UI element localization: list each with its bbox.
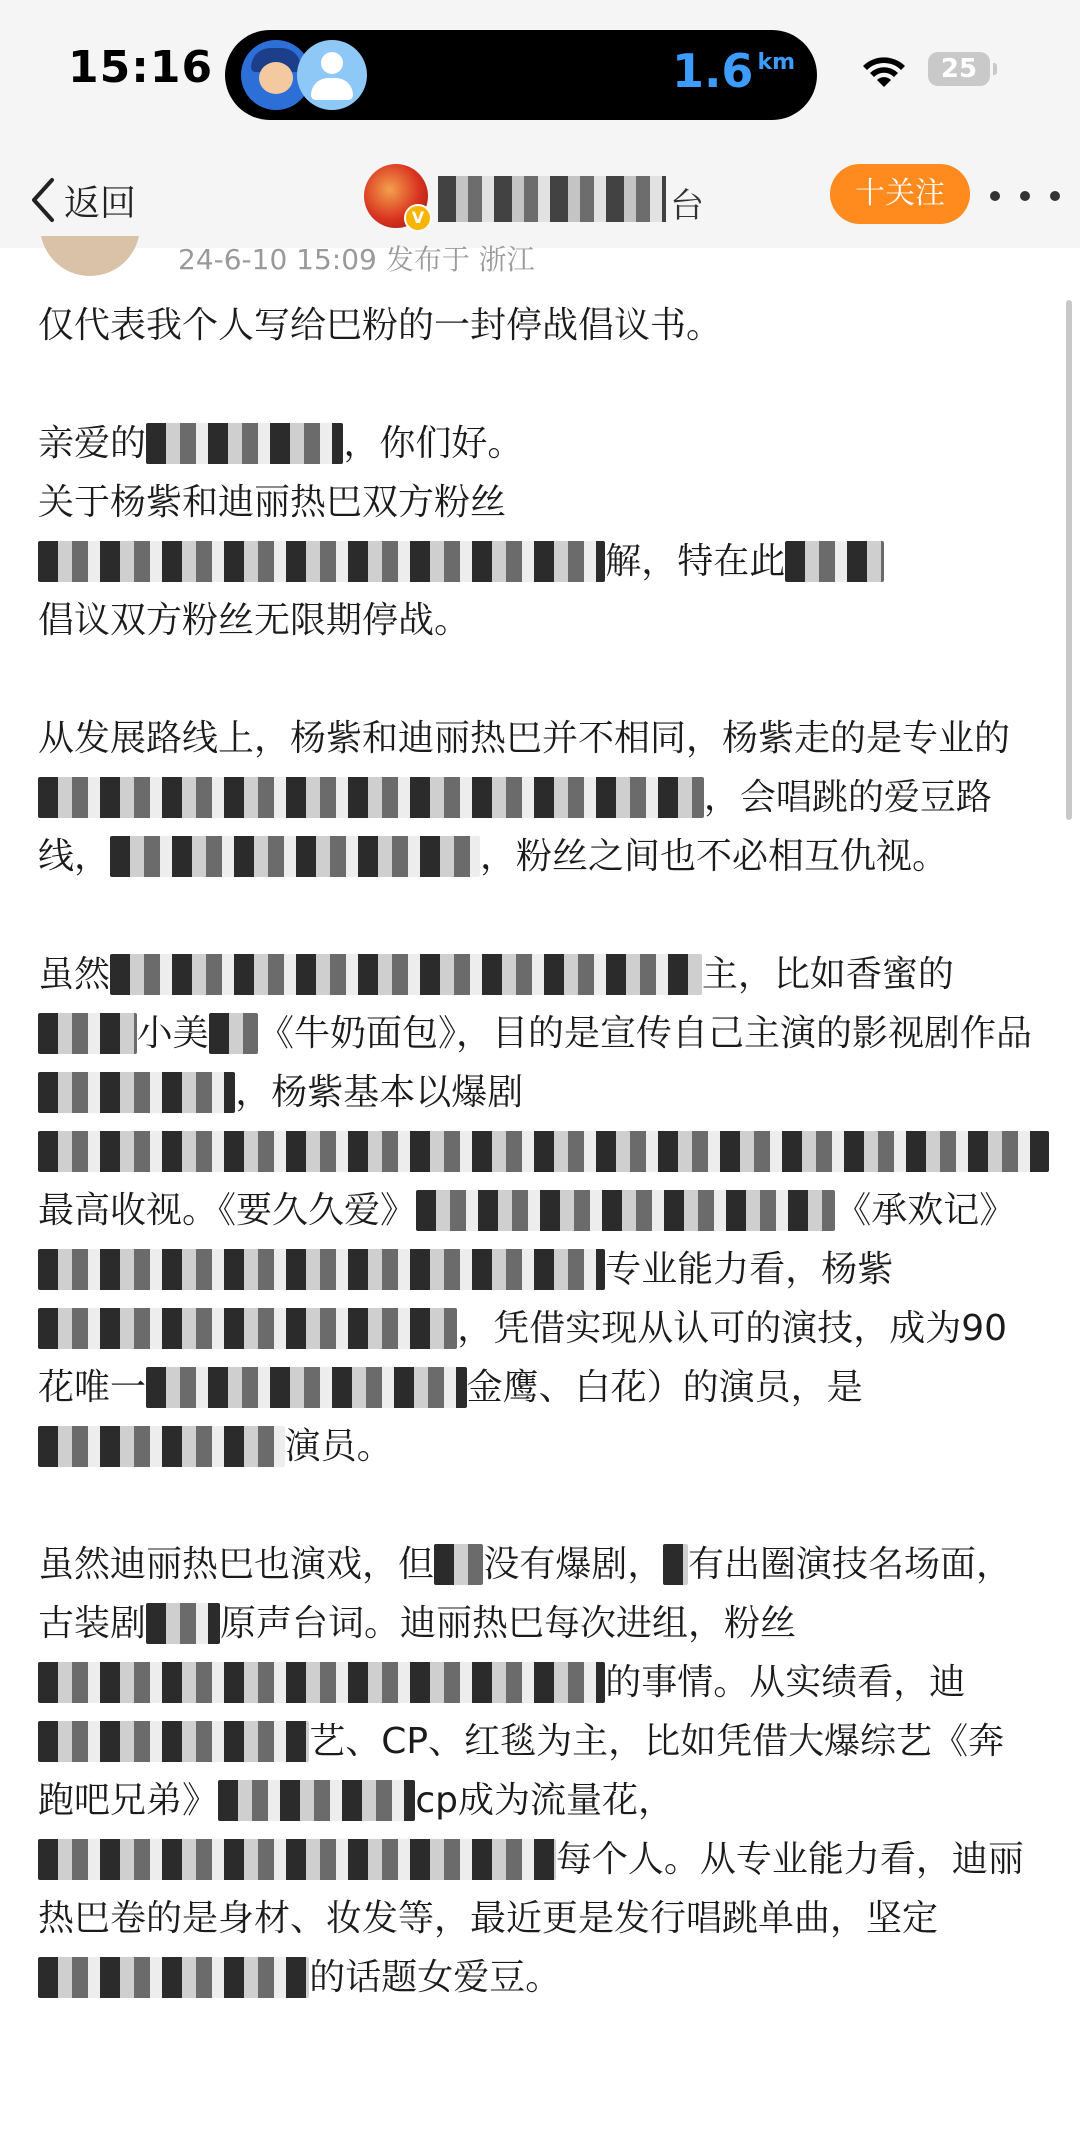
paragraph-text: ，会唱跳的爱豆路线， [38, 777, 992, 877]
paragraph-text: cp成为流量花， [415, 1780, 674, 1821]
author-avatar[interactable] [40, 236, 140, 276]
redacted-text [38, 1072, 235, 1113]
paragraph-text: 的事情。从实绩看，迪 [605, 1662, 966, 1703]
distance-unit: km [757, 50, 795, 75]
paragraph-text: 倡议双方粉丝无限期停战。 [38, 600, 471, 641]
redacted-text [38, 1721, 309, 1762]
redacted-text [146, 1603, 220, 1644]
status-time: 15:16 [68, 42, 214, 93]
wifi-icon [862, 54, 906, 90]
redacted-text [663, 1544, 688, 1585]
redacted-text [38, 1957, 309, 1998]
paragraph-text: 《承欢记》 [835, 1190, 1016, 1231]
post-body [38, 296, 1038, 2066]
redacted-text [38, 1013, 137, 1054]
post-meta [40, 236, 1040, 276]
redacted-text [38, 1426, 285, 1467]
battery-icon: 25 [928, 52, 990, 86]
nav-bar [0, 150, 1080, 248]
paragraph-text: 亲爱的 [38, 423, 147, 464]
paragraph-text: 虽然 [38, 954, 111, 995]
paragraph-text: ，粉丝之间也不必相互仇视。 [479, 836, 948, 877]
island-distance [672, 44, 795, 98]
follow-button[interactable]: 十关注 [830, 164, 970, 224]
redacted-text [38, 1839, 556, 1880]
back-button[interactable] [30, 170, 136, 230]
paragraph-text: 小美 [136, 1013, 209, 1054]
dynamic-island[interactable] [225, 30, 817, 120]
redacted-text [218, 1780, 415, 1821]
paragraph-text: 没有爆剧， [483, 1544, 664, 1585]
account-avatar[interactable] [364, 164, 428, 228]
paragraph-text: ，杨紫基本以爆剧 [235, 1072, 524, 1113]
verified-v-icon: V [404, 204, 432, 232]
paragraph-text: ，凭借实现从认可的演技，成为90花唯一 [38, 1308, 1008, 1408]
paragraph-text: 解，特在此 [605, 541, 786, 582]
redacted-text [110, 954, 702, 995]
redacted-text [38, 1662, 605, 1703]
paragraph-text: 的话题女爱豆。 [309, 1957, 562, 1998]
paragraph-text: 艺、CP、红毯为主，比如凭借大爆综艺《奔跑吧兄弟》 [38, 1721, 1005, 1821]
redacted-text [434, 1544, 483, 1585]
redacted-text [38, 1249, 605, 1290]
redacted-text [110, 836, 480, 877]
paragraph-text: 演员。 [284, 1426, 393, 1467]
redacted-name-mask [438, 176, 666, 222]
status-bar [0, 0, 1080, 150]
account-name-visible-tail: 台 [670, 186, 704, 226]
back-label: 返回 [64, 182, 137, 224]
paragraph-text: 原声台词。迪丽热巴每次进组，粉丝 [220, 1603, 797, 1644]
post-paragraph [38, 945, 1038, 1476]
post-paragraph [38, 709, 1038, 886]
post-paragraph [38, 1535, 1038, 2007]
paragraph-text: 从发展路线上，杨紫和迪丽热巴并不相同，杨紫走的是专业的 [38, 718, 1011, 759]
redacted-text [38, 1308, 457, 1349]
post-timestamp-location: 24-6-10 15:09 发布于 浙江 [178, 243, 535, 276]
paragraph-text: 金鹰、白花）的演员，是 [466, 1367, 863, 1408]
paragraph-text: ，你们好。 [343, 423, 524, 464]
redacted-text [146, 1367, 467, 1408]
redacted-text [785, 541, 884, 582]
paragraph-text: 每个人。从专业能力看，迪丽热巴卷的是身材、妆发等，最近更是发行唱跳单曲，坚定 [38, 1839, 1024, 1939]
redacted-text [416, 1190, 835, 1231]
user-avatar-icon [297, 40, 367, 110]
redacted-text [209, 1013, 258, 1054]
redacted-text [38, 777, 704, 818]
redacted-text [38, 541, 605, 582]
paragraph-text: 专业能力看，杨紫 [605, 1249, 894, 1290]
paragraph-text: 仅代表我个人写给巴粉的一封停战倡议书。 [38, 305, 723, 346]
post-paragraph [38, 296, 1038, 355]
paragraph-text: 最高收视。《要久久爱》 [38, 1190, 417, 1231]
paragraph-text: 有出圈演技名场面，古装剧 [38, 1544, 1013, 1644]
paragraph-text: 《牛奶面包》，目的是宣传自己主演的影视剧作品 [258, 1013, 1033, 1054]
paragraph-text: 关于杨紫和迪丽热巴双方粉丝 [38, 482, 507, 523]
paragraph-text: 虽然迪丽热巴也演戏，但 [38, 1544, 435, 1585]
redacted-text [38, 1131, 1049, 1172]
distance-value: 1.6 [671, 44, 754, 98]
paragraph-text: 主，比如香蜜的 [701, 954, 954, 995]
redacted-text [146, 423, 343, 464]
post-paragraph [38, 414, 1038, 650]
chevron-left-icon [30, 176, 56, 224]
more-dots-icon[interactable] [990, 176, 1060, 216]
island-avatars [241, 40, 371, 110]
scrollbar[interactable] [1066, 300, 1072, 820]
